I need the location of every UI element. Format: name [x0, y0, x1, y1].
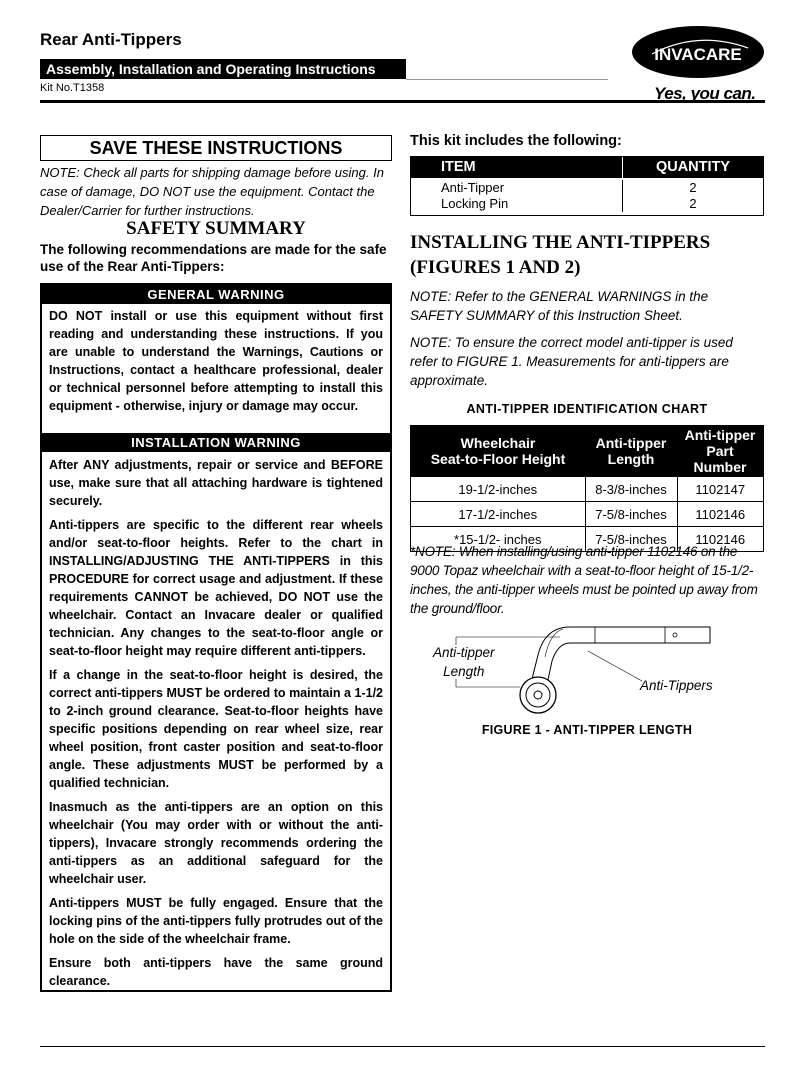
correct-model-note: NOTE: To ensure the correct model anti-tipper is used refer to FIGURE 1. Measurements for anti-tippers are approximate.: [410, 335, 733, 388]
chart-header-length-line1: Anti-tipper: [595, 435, 667, 451]
general-warning-title: GENERAL WARNING: [42, 285, 390, 304]
part-number-cell: 1102146: [677, 502, 764, 527]
save-instructions-heading: SAVE THESE INSTRUCTIONS: [40, 135, 392, 161]
chart-header-row: [411, 426, 764, 477]
figure-label-length-line1: Anti-tipper: [433, 645, 495, 660]
installing-heading: [410, 230, 770, 280]
warning-box: [40, 283, 392, 992]
chart-header-length: [585, 426, 677, 477]
installation-paragraph: Anti-tippers MUST be fully engaged. Ensure that the locking pins of the anti-tippers fully protrudes out of the hole on the side of the wheelchair frame.: [49, 896, 383, 946]
subtitle-bar: Assembly, Installation and Operating Instructions: [40, 59, 406, 79]
general-warning-text: DO NOT install or use this equipment without first reading and understanding these instructions. If you are unable to understand the Warnings, Cautions or Instructions, contact a healthcare professional, dealer or technical personnel before attempting to install this equipment - otherwise, injury or damage may occur.: [49, 309, 383, 413]
chart-header-length-line2: Length: [607, 451, 655, 467]
part-number-cell: 1102147: [677, 477, 764, 502]
items-header-quantity: QUANTITY: [655, 159, 731, 175]
chart-header-height-line2: Seat-to-Floor Height: [430, 451, 566, 467]
item-quantity: 2: [689, 180, 697, 195]
seat-height-cell: 17-1/2-inches: [411, 502, 586, 527]
items-header-item: ITEM: [411, 157, 623, 178]
installation-paragraph: If a change in the seat-to-floor height is desired, the correct anti-tippers MUST be ordered to maintain a 1-1/2 to 2-inch ground clearance. Seat-to-floor heights have specific positions depending on rear wheel size, rear wheel position, front caster position and seat-to-floor angle. These adjustments MUST be performed by a qualified technician.: [49, 668, 383, 790]
seat-height-cell: 19-1/2-inches: [411, 477, 586, 502]
installation-paragraph: Inasmuch as the anti-tippers are an option on this wheelchair (You may order with or without the anti-tippers), Invacare strongly recommends ordering the anti-tippers as an additional safeguard for the wheelchair user.: [49, 800, 383, 886]
installing-heading-line2: (FIGURES 1 AND 2): [410, 257, 581, 278]
items-table-header: [411, 157, 763, 178]
identification-chart-title: ANTI-TIPPER IDENTIFICATION CHART: [466, 402, 708, 416]
safety-summary-heading: SAFETY SUMMARY: [126, 218, 306, 239]
item-name: Locking Pin: [411, 196, 623, 212]
subtitle-rule: [406, 79, 608, 80]
figure-label-anti-tippers: Anti-Tippers: [640, 678, 713, 693]
kit-includes-heading: This kit includes the following:: [410, 133, 622, 149]
chart-header-part: [677, 426, 764, 477]
chart-header-part-line2: Part Number: [693, 443, 747, 475]
figure-caption: FIGURE 1 - ANTI-TIPPER LENGTH: [481, 723, 693, 737]
table-row: [411, 477, 764, 502]
installation-warning-title: INSTALLATION WARNING: [42, 433, 390, 452]
shipping-damage-note: NOTE: Check all parts for shipping damage before using. In case of damage, DO NOT use the equipment. Contact the Dealer/Carrier for further instructions.: [40, 165, 384, 218]
table-row: [411, 196, 763, 212]
chart-header-part-line1: Anti-tipper: [684, 427, 756, 443]
identification-chart-table: [410, 425, 764, 552]
installation-warning-text: [49, 456, 383, 996]
table-row: [411, 502, 764, 527]
table-row: [411, 180, 763, 196]
footer-rule: [40, 1046, 765, 1047]
logo-wordmark: INVACARE: [654, 45, 742, 64]
part-number-cell: 1102146: [677, 527, 764, 552]
topaz-footnote: *NOTE: When installing/using anti-tipper 1102146 on the 9000 Topaz wheelchair with a seat-to-floor height of 15-1/2-inches, the anti-tipper wheels must be pointed up away from the ground/floor.: [410, 544, 758, 616]
general-warnings-note: NOTE: Refer to the GENERAL WARNINGS in the SAFETY SUMMARY of this Instruction Sheet.: [410, 289, 709, 323]
chart-header-height: [411, 426, 586, 477]
length-cell: 8-3/8-inches: [585, 477, 677, 502]
chart-header-height-line1: Wheelchair: [460, 435, 536, 451]
figure-label-length: [433, 643, 495, 681]
tagline: Yes, you can.: [654, 84, 756, 103]
installing-heading-line1: INSTALLING THE ANTI-TIPPERS: [410, 232, 711, 253]
length-cell: 7-5/8-inches: [585, 502, 677, 527]
figure-label-length-line2: Length: [443, 664, 485, 679]
length-cell: 7-5/8-inches: [585, 527, 677, 552]
document-title: Rear Anti-Tippers: [40, 30, 182, 49]
installation-paragraph: Anti-tippers are specific to the different rear wheels and/or seat-to-floor heights. Refer to the chart in INSTALLING/ADJUSTING THE ANTI-TIPPERS in this PROCEDURE for correct usage and adjustment. If these requirements CANNOT be achieved, DO NOT use the wheelchair. Contact an Invacare dealer or qualified technician. Any changes to the seat-to-floor angle or seat-to-floor height may require different anti-tippers.: [49, 518, 383, 658]
seat-height-cell: *15-1/2- inches: [411, 527, 586, 552]
item-name: Anti-Tipper: [411, 180, 623, 196]
invacare-logo: [630, 24, 766, 80]
kit-number: Kit No.T1358: [40, 82, 105, 94]
item-quantity: 2: [689, 196, 697, 211]
installation-paragraph: Ensure both anti-tippers have the same ground clearance.: [49, 956, 383, 988]
safety-intro: The following recommendations are made for the safe use of the Rear Anti-Tippers:: [40, 242, 387, 274]
kit-items-table: [410, 156, 764, 216]
installation-paragraph: After ANY adjustments, repair or service and BEFORE use, make sure that all attaching hardware is tightened securely.: [49, 458, 383, 508]
